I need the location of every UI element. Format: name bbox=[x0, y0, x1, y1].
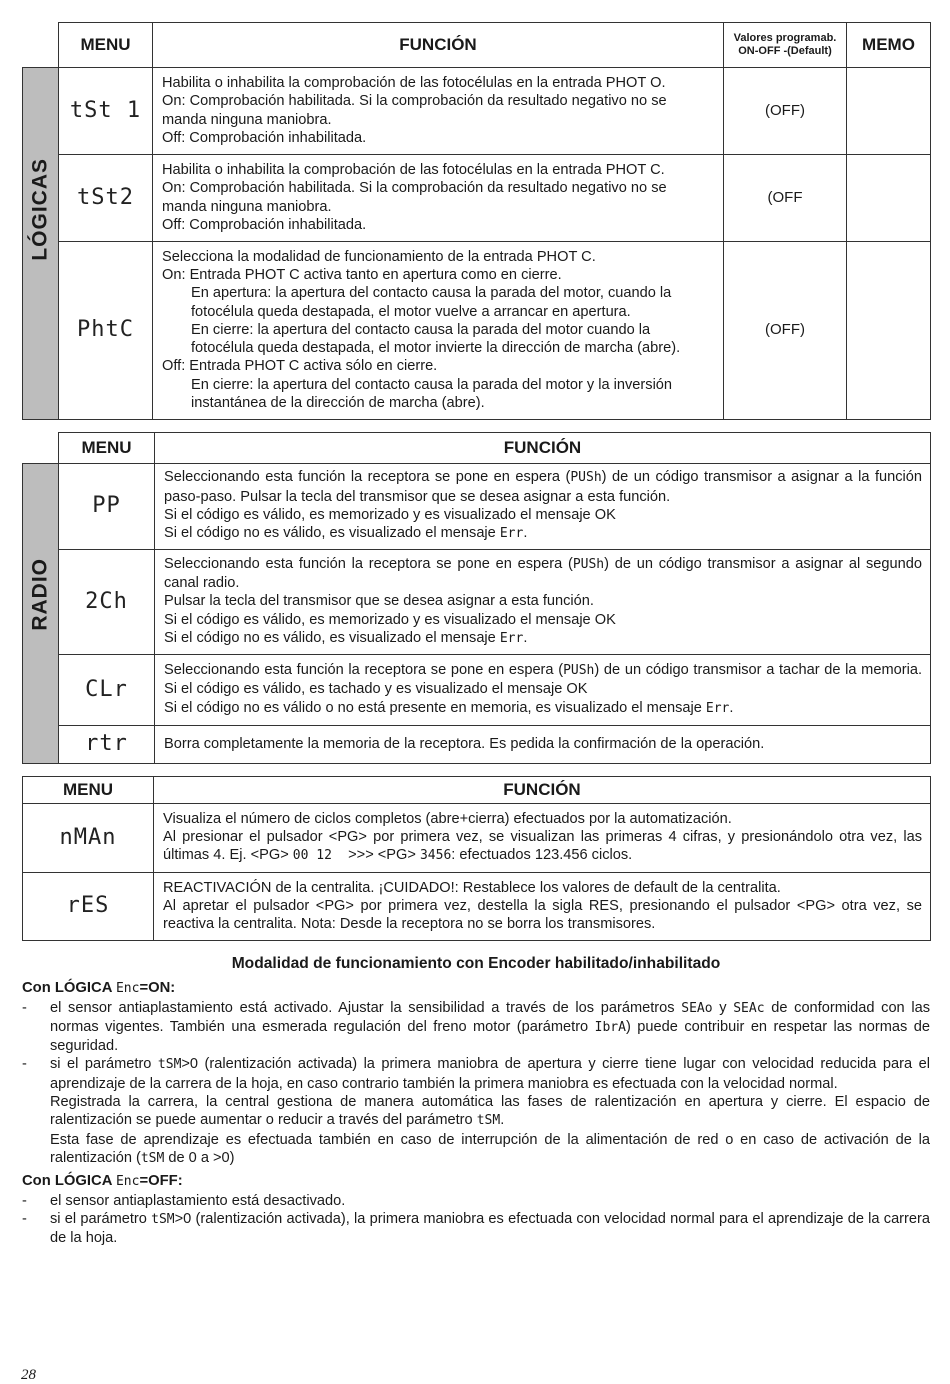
menu-code-rtr: rtr bbox=[59, 726, 155, 764]
memo-cell bbox=[847, 155, 931, 242]
page-number: 28 bbox=[21, 1367, 36, 1383]
list-item: - si el parámetro tSM>0 (ralentización activada), la primera maniobra es efectuada con velocidad normal para el aprendizaje de la carrera de la hoja. bbox=[22, 1210, 930, 1247]
default-value: (OFF) bbox=[724, 242, 847, 420]
menu-code-nman: nMAn bbox=[23, 804, 154, 873]
menu-code-clr: CLr bbox=[59, 655, 155, 726]
section-title: Modalidad de funcionamiento con Encoder habilitado/inhabilitado bbox=[231, 955, 721, 972]
menu-code-tst2: tSt2 bbox=[59, 155, 153, 242]
default-value: (OFF) bbox=[724, 68, 847, 155]
function-description: Seleccionando esta función la receptora se pone en espera (PUSh) de un código transmisor a asignar al segundo canal radio. Pulsar la tecla del transmisor que se desea asignar a esta función. Si el código es válido, es memorizado y es visualizado el mensaje OK Si el código no es válido, es visualizado el mensaje Err. bbox=[155, 550, 931, 655]
logic-on-label: Con LÓGICA Enc=ON: bbox=[22, 980, 176, 997]
list-item: - si el parámetro tSM>0 (ralentización activada) la primera maniobra de apertura y cierre tiene lugar con velocidad reducida para el aprendizaje de la carrera de la hoja, en caso contrario también la primera maniobra es efectuada con la velocidad normal. Registrada la carrera, la central gestiona de manera automática las fases de ralentización en apertura y cierre. El espacio de ralentización se puede aumentar o reducir a través del parámetro tSM. Esta fase de aprendizaje es efectuada también en caso de interrupción de la alimentación de red o en caso de activación de la ralentización (tSM de 0 a >0) bbox=[22, 1056, 930, 1166]
function-description: Habilita o inhabilita la comprobación de las fotocélulas en la entrada PHOT C. On: Comprobación habilitada. Si la comprobación da resultado negativo no se manda ninguna maniobra. Off: Comprobación inhabilitada. bbox=[153, 155, 724, 242]
logicas-table bbox=[22, 22, 931, 420]
valores-header: Valores programab. ON-OFF -(Default) bbox=[724, 23, 847, 68]
funcion-header: FUNCIÓN bbox=[155, 433, 931, 464]
radio-table bbox=[22, 432, 931, 764]
menu-code-pp: PP bbox=[59, 464, 155, 550]
menu-header: MENU bbox=[23, 777, 154, 804]
list-item: - el sensor antiaplastamiento está desactivado. bbox=[22, 1192, 346, 1209]
on-list bbox=[22, 999, 930, 1169]
list-item: - el sensor antiaplastamiento está activado. Ajustar la sensibilidad a través de los parámetros SEAo y SEAc de conformidad con las normas vigentes. También una esmerada regulación del freno motor (parámetro IbrA) puede contribuir en respetar las normas de seguridad. bbox=[22, 999, 931, 1055]
memo-cell bbox=[847, 68, 931, 155]
menu-code-2ch: 2Ch bbox=[59, 550, 155, 655]
menu-code-tst1: tSt 1 bbox=[59, 68, 153, 155]
function-description: Visualiza el número de ciclos completos (abre+cierra) efectuados por la automatización. Al presionar el pulsador <PG> por primera vez, se visualizan las primeras 4 cifras, y presionándolo otra vez, las últimas 4. Ej. <PG> 00 12 >>> <PG> 3456: efectuados 123.456 ciclos. bbox=[154, 804, 931, 873]
funcion-header: FUNCIÓN bbox=[154, 777, 931, 804]
encoder-section bbox=[22, 955, 930, 1247]
logicas-side-label: LÓGICAS bbox=[23, 68, 59, 420]
function-description: Borra completamente la memoria de la receptora. Es pedida la confirmación de la operación. bbox=[155, 726, 931, 764]
counter-table bbox=[22, 776, 931, 941]
menu-code-phtc: PhtC bbox=[59, 242, 153, 420]
function-description: Habilita o inhabilita la comprobación de las fotocélulas en la entrada PHOT O. On: Comprobación habilitada. Si la comprobación da resultado negativo no se manda ninguna maniobra. Off: Comprobación inhabilitada. bbox=[153, 68, 724, 155]
off-list bbox=[22, 1192, 930, 1248]
menu-code-res: rES bbox=[23, 873, 154, 941]
logic-off-label: Con LÓGICA Enc=OFF: bbox=[22, 1173, 183, 1190]
function-description: Seleccionando esta función la receptora se pone en espera (PUSh) de un código transmisor a asignar a la función paso-paso. Pulsar la tecla del transmisor que se desea asignar a esta función. Si el código es válido, es memorizado y es visualizado el mensaje OK Si el código no es válido, es visualizado el mensaje Err. bbox=[155, 464, 931, 550]
menu-header: MENU bbox=[59, 23, 153, 68]
default-value: (OFF bbox=[724, 155, 847, 242]
menu-header: MENU bbox=[59, 433, 155, 464]
radio-side-label: RADIO bbox=[23, 464, 59, 764]
memo-header: MEMO bbox=[847, 23, 931, 68]
function-description: REACTIVACIÓN de la centralita. ¡CUIDADO!: Restablece los valores de default de la centralita. Al apretar el pulsador <PG> por primera vez, destella la sigla RES, presionando el pulsador <PG> otra vez, se reactiva la centralita. Nota: Desde la receptora no se borra los transmisores. bbox=[154, 873, 931, 941]
function-description: Seleccionando esta función la receptora se pone en espera (PUSh) de un código transmisor a tachar de la memoria. Si el código es válido, es tachado y es visualizado el mensaje OK Si el código no es válido o no está presente en memoria, es visualizado el mensaje Err. bbox=[155, 655, 931, 726]
function-description: Selecciona la modalidad de funcionamiento de la entrada PHOT C. On: Entrada PHOT C activa tanto en apertura como en cierre. En apertura: la apertura del contacto causa la parada del motor, cuando la fotocélula queda destapada, el motor vuelve a arrancar en apertura. En cierre: la apertura del contacto causa la parada del motor cuando la fotocélula queda destapada, el motor invierte la dirección de marcha (abre). Off: Entrada PHOT C activa sólo en cierre. En cierre: la apertura del contacto causa la parada del motor y la inversión instantánea de la dirección de marcha (abre). bbox=[153, 242, 724, 420]
funcion-header: FUNCIÓN bbox=[153, 23, 724, 68]
memo-cell bbox=[847, 242, 931, 420]
